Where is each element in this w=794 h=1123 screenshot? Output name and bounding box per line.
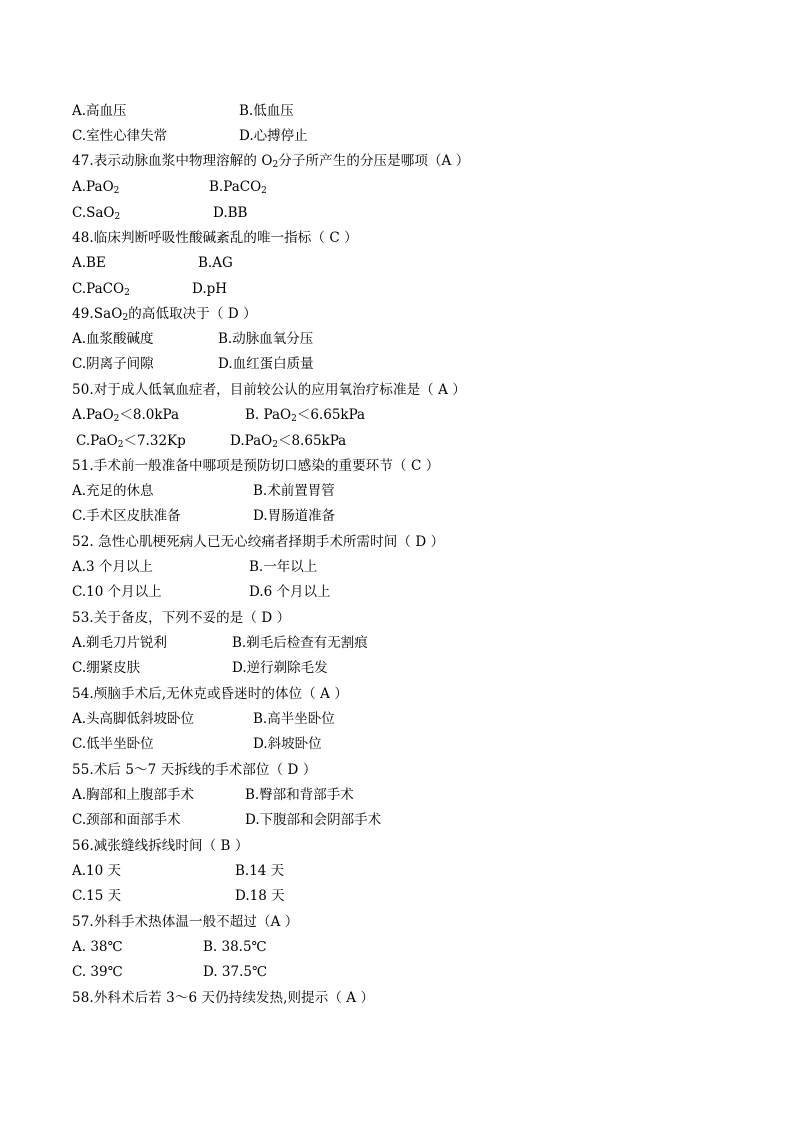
option-a: A. 38℃ <box>72 939 123 955</box>
question-51: 51.手术前一般准备中哪项是预防切口感染的重要环节（ C ） <box>72 458 440 474</box>
question-47 <box>72 150 469 172</box>
option-c: C.PaCO$_2$ <box>72 281 130 298</box>
option-c: C.SaO$_2$ <box>72 205 121 222</box>
option-c: C.手术区皮肤准备 <box>72 508 181 524</box>
option-b: B. 38.5℃ <box>203 939 267 955</box>
option-b: B.剃毛后检查有无割痕 <box>232 635 368 651</box>
question-text: 分子所产生的分压是哪项（A ） <box>278 153 470 169</box>
option-b: B.臀部和背部手术 <box>245 787 354 803</box>
option-b: B.一年以上 <box>249 559 318 575</box>
option-d: D.血红蛋白质量 <box>218 356 314 372</box>
question-58: 58.外科术后若 3～6 天仍持续发热,则提示（ A ） <box>72 990 375 1006</box>
option-b: B.高半坐卧位 <box>253 711 335 727</box>
option-d: D.斜坡卧位 <box>253 736 322 752</box>
option-b: B.14 天 <box>235 863 285 879</box>
option-b: B.动脉血氧分压 <box>218 331 314 347</box>
option-a: A.胸部和上腹部手术 <box>72 787 195 803</box>
option-a: A.3 个月以上 <box>72 559 153 575</box>
option-d: D.逆行剃除毛发 <box>232 660 328 676</box>
question-48: 48.临床判断呼吸性酸碱紊乱的唯一指标（ C ） <box>72 230 358 246</box>
question-57: 57.外科手术热体温一般不超过（A ） <box>72 914 299 930</box>
question-text: 47.表示动脉血浆中物理溶解的 O <box>72 153 273 169</box>
option-d: D.18 天 <box>235 888 285 904</box>
question-50: 50.对于成人低氧血症者，目前较公认的应用氧治疗标准是（ A ） <box>72 382 467 398</box>
option-b: B.低血压 <box>239 103 294 119</box>
subscript: 2 <box>272 160 279 170</box>
option-c: C.阴离子间隙 <box>72 356 154 372</box>
option-d: D.BB <box>213 205 248 221</box>
option-a: A.高血压 <box>72 103 127 119</box>
option-b: B.术前置胃管 <box>253 483 335 499</box>
option-c: C.PaO$_2$＜7.32Kp <box>76 433 186 450</box>
option-d: D. 37.5℃ <box>203 964 268 980</box>
option-a: A.PaO$_2$ <box>72 179 120 196</box>
question-56: 56.减张缝线拆线时间（ B ） <box>72 838 249 854</box>
option-c: C.颈部和面部手术 <box>72 812 181 828</box>
question-52: 52. 急性心肌梗死病人已无心绞痛者择期手术所需时间（ D ） <box>72 534 445 550</box>
option-b: B.AG <box>198 255 233 271</box>
option-c: C.室性心律失常 <box>72 128 168 144</box>
option-d: D.胃肠道准备 <box>253 508 336 524</box>
option-a: A.BE <box>72 255 106 271</box>
option-c: C. 39℃ <box>72 964 123 980</box>
option-d: D.6 个月以上 <box>249 584 331 600</box>
question-53: 53.关于备皮，下列不妥的是（ D ） <box>72 610 291 626</box>
option-d: D.心搏停止 <box>239 128 308 144</box>
option-b: B. PaO$_2$＜6.65kPa <box>245 407 366 424</box>
option-a: A.PaO$_2$＜8.0kPa <box>72 407 180 424</box>
option-a: A.剃毛刀片锐利 <box>72 635 168 651</box>
option-d: D.pH <box>192 281 228 297</box>
option-c: C.绷紧皮肤 <box>72 660 141 676</box>
option-c: C.低半坐卧位 <box>72 736 154 752</box>
question-54: 54.颅脑手术后,无休克或昏迷时的体位（ A ） <box>72 686 348 702</box>
question-49: 49.SaO$_2$的高低取决于（ D ） <box>72 306 257 323</box>
option-b: B.PaCO$_2$ <box>209 179 267 196</box>
option-a: A.血浆酸碱度 <box>72 331 154 347</box>
option-a: A.10 天 <box>72 863 122 879</box>
option-a: A.充足的休息 <box>72 483 154 499</box>
option-d: D.PaO$_2$＜8.65kPa <box>230 433 347 450</box>
question-55: 55.术后 5～7 天拆线的手术部位（ D ） <box>72 762 317 778</box>
option-d: D.下腹部和会阴部手术 <box>245 812 382 828</box>
option-a: A.头高脚低斜坡卧位 <box>72 711 195 727</box>
option-c: C.10 个月以上 <box>72 584 162 600</box>
option-c: C.15 天 <box>72 888 122 904</box>
